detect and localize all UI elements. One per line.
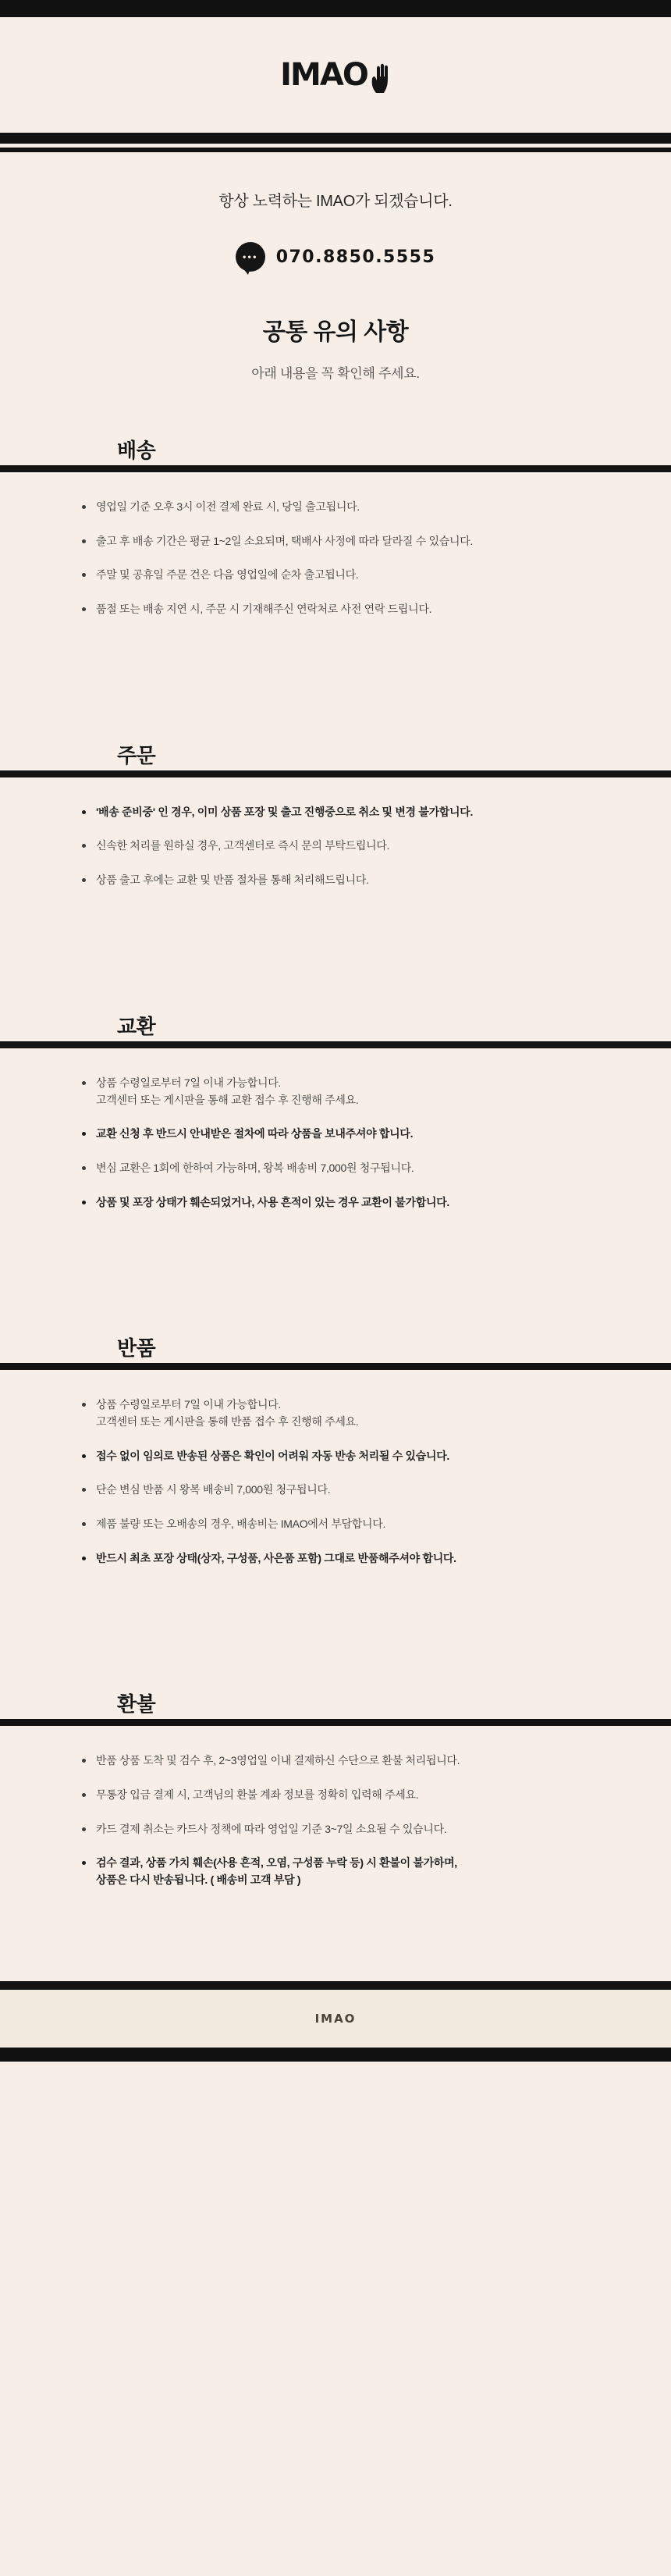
list-item <box>82 1075 616 1108</box>
spacer <box>0 1584 671 1635</box>
section-order-title: 주문 <box>117 740 160 770</box>
hand-ok-icon <box>371 63 391 93</box>
divider-thick-top <box>0 133 671 144</box>
list-item: 품절 또는 배송 지연 시, 주문 시 기재해주신 연락처로 사전 연락 드립니다. <box>82 601 616 618</box>
list-item: 반품 상품 도착 및 검수 후, 2~3영업일 이내 결제하신 수단으로 환불 처리됩니다. <box>82 1752 616 1770</box>
spacer-bottom <box>0 1906 671 1981</box>
brand-logo-text: IMAO <box>280 57 367 93</box>
list-item: 신속한 처리를 원하실 경우, 고객센터로 즉시 문의 부탁드립니다. <box>82 838 616 855</box>
list-item: 단순 변심 반품 시 왕복 배송비 7,000원 청구됩니다. <box>82 1482 616 1499</box>
speech-bubble-icon <box>236 242 265 272</box>
section-return-head <box>0 1326 671 1370</box>
list-item: 영업일 기준 오후 3시 이전 결제 완료 시, 당일 출고됩니다. <box>82 499 616 516</box>
spacer <box>0 906 671 958</box>
slogan-block <box>0 152 671 211</box>
section-refund-title: 환불 <box>117 1688 160 1719</box>
section-order-head <box>0 734 671 777</box>
list-item: 교환 신청 후 반드시 안내받은 절차에 따라 상품을 보내주셔야 합니다. <box>82 1126 616 1143</box>
bottom-black-bar <box>0 2048 671 2062</box>
brand-logo <box>280 57 391 93</box>
list-item: 제품 불량 또는 오배송의 경우, 배송비는 IMAO에서 부담합니다. <box>82 1516 616 1533</box>
list-item-line1: 상품 수령일로부터 7일 이내 가능합니다. <box>96 1076 282 1089</box>
section-delivery-head <box>0 429 671 472</box>
list-item: 접수 없이 임의로 반송된 상품은 확인이 어려워 자동 반송 처리될 수 있습니다. <box>82 1448 616 1465</box>
section-exchange-head <box>0 1005 671 1048</box>
list-item: 무통장 입금 결제 시, 고객님의 환불 계좌 정보를 정확히 입력해 주세요. <box>82 1787 616 1804</box>
page-title: 공통 유의 사항 <box>262 319 409 345</box>
section-rule <box>0 1363 671 1370</box>
list-item <box>82 1397 616 1430</box>
list-item-line2: 고객센터 또는 게시판을 통해 반품 접수 후 진행해 주세요. <box>96 1414 359 1428</box>
spacer <box>0 635 671 687</box>
page-subtitle: 아래 내용을 꼭 확인해 주세요. <box>251 366 420 381</box>
list-item: 반드시 최초 포장 상태(상자, 구성품, 사은품 포함) 그대로 반품해주셔야 합니다. <box>82 1550 616 1567</box>
section-rule <box>0 465 671 472</box>
section-rule <box>0 1719 671 1726</box>
spacer <box>0 1228 671 1279</box>
list-item: 카드 결제 취소는 카드사 정책에 따라 영업일 기준 3~7일 소요될 수 있습니다. <box>82 1821 616 1838</box>
list-item-line1: 상품 수령일로부터 7일 이내 가능합니다. <box>96 1398 282 1411</box>
list-item-line1: 검수 결과, 상품 가치 훼손(사용 흔적, 오염, 구성품 누락 등) 시 환불이 불가하며, <box>96 1856 457 1870</box>
section-refund <box>0 1682 671 1888</box>
section-delivery-list <box>0 472 671 618</box>
list-item: 주말 및 공휴일 주문 건은 다음 영업일에 순차 출고됩니다. <box>82 567 616 584</box>
footer-logo-text: IMAO <box>314 2011 357 2026</box>
list-item: 상품 출고 후에는 교환 및 반품 절차를 통해 처리해드립니다. <box>82 872 616 889</box>
list-item-line2: 상품은 다시 반송됩니다. ( 배송비 고객 부담 ) <box>96 1873 301 1887</box>
section-order <box>0 734 671 889</box>
section-delivery-title: 배송 <box>117 435 160 465</box>
list-item-line2: 고객센터 또는 게시판을 통해 교환 접수 후 진행해 주세요. <box>96 1093 359 1106</box>
logo-header <box>0 17 671 133</box>
section-order-list <box>0 777 671 889</box>
section-return-title: 반품 <box>117 1332 160 1363</box>
speech-bubble-dots: ••• <box>242 251 258 263</box>
list-item <box>82 1855 616 1888</box>
footer <box>0 1990 671 2048</box>
section-exchange-list <box>0 1048 671 1211</box>
phone-block <box>0 242 671 272</box>
section-return-list <box>0 1370 671 1567</box>
top-black-bar <box>0 0 671 17</box>
phone-number[interactable]: 070.8850.5555 <box>275 247 436 267</box>
section-delivery <box>0 429 671 618</box>
section-refund-list <box>0 1726 671 1888</box>
list-item: 변심 교환은 1회에 한하여 가능하며, 왕복 배송비 7,000원 청구됩니다. <box>82 1160 616 1177</box>
section-rule <box>0 770 671 777</box>
divider-thick-bottom <box>0 1981 671 1990</box>
section-rule <box>0 1041 671 1048</box>
list-item: 출고 후 배송 기간은 평균 1~2일 소요되며, 택배사 사정에 따라 달라질 수 있습니다. <box>82 533 616 550</box>
section-refund-head <box>0 1682 671 1726</box>
section-exchange-title: 교환 <box>117 1011 160 1041</box>
section-return <box>0 1326 671 1567</box>
section-exchange <box>0 1005 671 1211</box>
list-item: '배송 준비중' 인 경우, 이미 상품 포장 및 출고 진행중으로 취소 및 변경 불가합니다. <box>82 804 616 821</box>
list-item: 상품 및 포장 상태가 훼손되었거나, 사용 흔적이 있는 경우 교환이 불가합니다. <box>82 1194 616 1212</box>
slogan-text: 항상 노력하는 IMAO가 되겠습니다. <box>218 193 453 210</box>
